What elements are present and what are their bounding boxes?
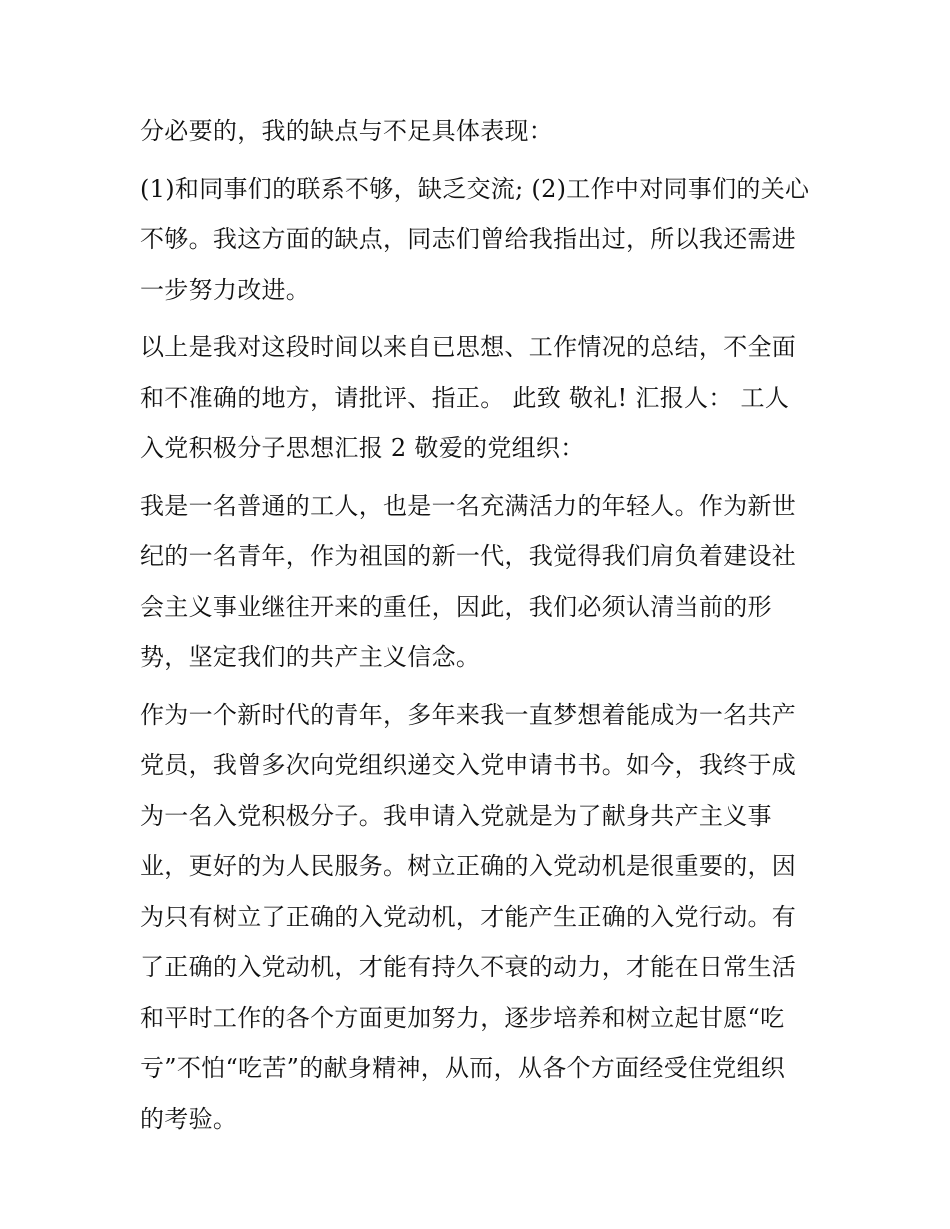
text-line: 不够。我这方面的缺点，同志们曾给我指出过，所以我还需进: [140, 225, 797, 253]
text-line: 和平时工作的各个方面更加努力，逐步培养和树立起甘愿“吃: [140, 1003, 785, 1032]
text-line: 一步努力改进。: [140, 275, 311, 304]
text-line: 我是一名普通的工人，也是一名充满活力的年轻人。作为新世: [140, 491, 797, 520]
text-line: 会主义事业继往开来的重任，因此，我们必须认清当前的形: [140, 592, 772, 621]
text-line: 势，坚定我们的共产主义信念。: [140, 643, 481, 671]
text-line: 作为一个新时代的青年，多年来我一直梦想着能成为一名共产: [140, 700, 797, 729]
document-body: [140, 106, 820, 1151]
paragraph: [140, 322, 820, 474]
text-line: 亏”不怕“吃苦”的献身精神，从而，从各个方面经受住党组织: [140, 1054, 786, 1082]
text-line: 纪的一名青年，作为祖国的新一代，我觉得我们肩负着建设社: [140, 542, 797, 570]
text-line: 和不准确的地方，请批评、指正。 此致 敬礼! 汇报人： 工人: [140, 383, 790, 412]
text-line: 分必要的，我的缺点与不足具体表现：: [140, 117, 554, 145]
text-line: 党员，我曾多次向党组织递交入党申请书书。如今，我终于成: [140, 751, 797, 779]
paragraph: [140, 481, 820, 683]
text-line: 的考验。: [140, 1104, 238, 1133]
paragraph: [140, 690, 820, 1145]
text-line: 以上是我对这段时间以来自已思想、工作情况的总结，不全面: [140, 333, 797, 361]
text-line: 了正确的入党动机，才能有持久不衰的动力，才能在日常生活: [140, 953, 797, 981]
text-line: 为一名入党积极分子。我申请入党就是为了献身共产主义事: [140, 801, 772, 830]
text-line: 入党积极分子思想汇报 2 敬爱的党组织：: [140, 434, 585, 462]
text-line: 为只有树立了正确的入党动机，才能产生正确的入党行动。有: [140, 902, 797, 931]
paragraph: [140, 106, 820, 157]
text-line: 业，更好的为人民服务。树立正确的入党动机是很重要的，因: [140, 852, 797, 880]
paragraph: [140, 164, 820, 316]
text-line: (1)和同事们的联系不够，缺乏交流; (2)工作中对同事们的关心: [140, 174, 810, 203]
